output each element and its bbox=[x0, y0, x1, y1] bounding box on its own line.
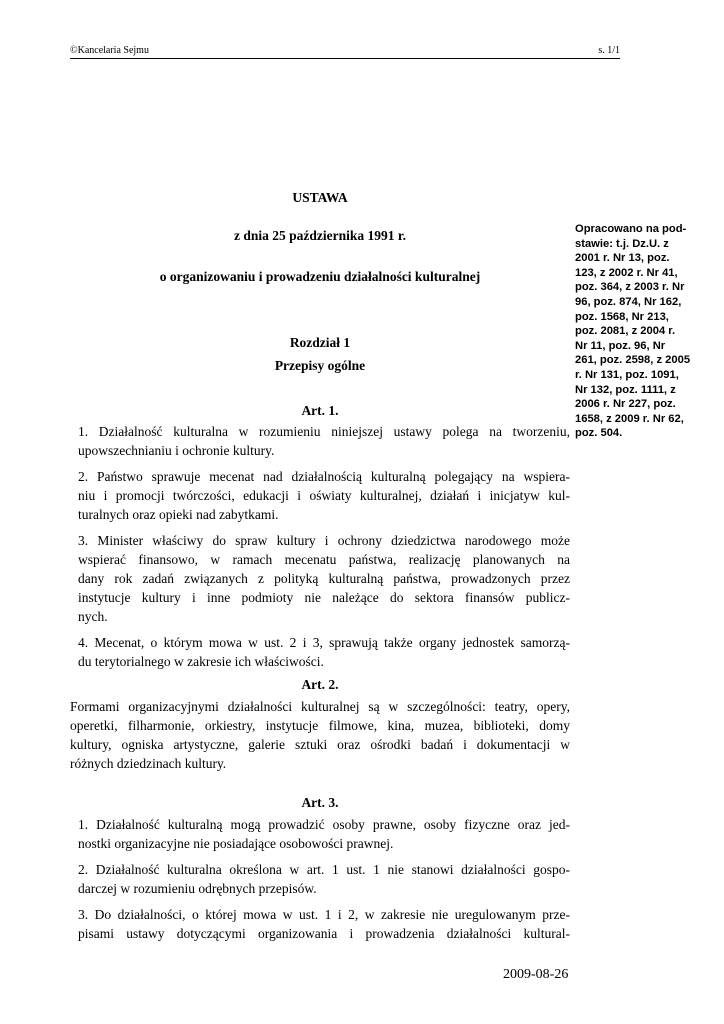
article-1-heading: Art. 1. bbox=[301, 403, 339, 418]
source-note-line: 123, z 2002 r. Nr 41, bbox=[575, 266, 678, 279]
source-note-line: Opracowano na pod- bbox=[575, 223, 687, 235]
page-header bbox=[70, 46, 620, 59]
article-3-heading: Art. 3. bbox=[301, 795, 339, 810]
source-note-line: 2006 r. Nr 227, poz. bbox=[575, 398, 676, 411]
article-1-paragraph-4: 4. Mecenat, o którym mowa w ust. 2 i 3, sprawują także organy jednostek samorzą- du terytorialnego w zakresie ich właściwości. bbox=[78, 635, 570, 669]
header-source: ©Kancelaria Sejmu bbox=[70, 45, 149, 56]
document-title: USTAWA bbox=[292, 190, 348, 205]
source-note-line: 1658, z 2009 r. Nr 62, bbox=[575, 412, 684, 425]
article-1-paragraph-3: 3. Minister właściwy do spraw kultury i ochrony dziedzictwa narodowego może wspierać finansowo, w ramach mecenatu państwa, realizację planowanych na dany rok zadań związanych z polityką kulturalną państwa, prowadzonych przez instytucje kultury i inne podmioty nie należące do sektora finansów publicz- nych. bbox=[78, 533, 570, 624]
page-number: s. 1/1 bbox=[598, 45, 620, 56]
article-2-heading: Art. 2. bbox=[301, 677, 339, 692]
chapter-name: Przepisy ogólne bbox=[274, 358, 366, 373]
document-subject: o organizowaniu i prowadzeniu działalności kulturalnej bbox=[159, 269, 481, 284]
source-note-line: r. Nr 131, poz. 1091, bbox=[575, 368, 679, 381]
article-3-body bbox=[70, 815, 570, 943]
chapter-number: Rozdział 1 bbox=[289, 335, 351, 350]
source-note-line: 261, poz. 2598, z 2005 bbox=[575, 354, 691, 367]
source-note-line: stawie: t.j. Dz.U. z bbox=[575, 237, 669, 250]
article-3-paragraph-2: 2. Działalność kulturalna określona w art. 1 ust. 1 nie stanowi działalności gospo- darczej w rozumieniu odrębnych przepisów. bbox=[78, 862, 570, 896]
article-3-paragraph-3: 3. Do działalności, o której mowa w ust. 1 i 2, w zakresie nie uregulowanym prze- pisami ustawy dotyczącymi organizowania i prowadzenia działalności kultural- bbox=[78, 907, 570, 941]
source-note bbox=[575, 222, 693, 441]
source-note-line: 96, poz. 874, Nr 162, bbox=[575, 295, 682, 308]
article-1-paragraph-2: 2. Państwo sprawuje mecenat nad działalnością kulturalną polegający na wspiera- niu i promocji twórczości, edukacji i oświaty kulturalnej, działań i inicjatyw kul- turalnych oraz opieki nad zabytkami. bbox=[78, 469, 570, 522]
source-note-line: 2001 r. Nr 13, poz. bbox=[575, 252, 670, 265]
article-1-body bbox=[70, 422, 570, 671]
source-note-line: Nr 11, poz. 96, Nr bbox=[575, 339, 666, 352]
document-date: z dnia 25 października 1991 r. bbox=[233, 228, 406, 243]
source-note-line: poz. 364, z 2003 r. Nr bbox=[575, 281, 685, 294]
source-note-line: Nr 132, poz. 1111, z bbox=[575, 383, 676, 396]
article-1-paragraph-1: 1. Działalność kulturalna w rozumieniu niniejszej ustawy polega na tworzeniu, upowszechnianiu i ochronie kultury. bbox=[78, 424, 570, 458]
source-note-line: poz. 2081, z 2004 r. bbox=[575, 325, 676, 338]
footer-date: 2009-08-26 bbox=[503, 967, 569, 982]
source-note-line: poz. 504. bbox=[575, 427, 623, 440]
article-2-body: Formami organizacyjnymi działalności kulturalnej są w szczególności: teatry, opery, operetki, filharmonie, orkiestry, instytucje filmowe, kina, muzea, biblioteki, domy kultury, ogniska artystyczne, galerie sztuki oraz ośrodki badań i dokumentacji w różnych dziedzinach kultury. bbox=[70, 699, 570, 771]
article-3-paragraph-1: 1. Działalność kulturalną mogą prowadzić osoby prawne, osoby fizyczne oraz jed- nostki organizacyjne nie posiadające osobowości prawnej. bbox=[78, 817, 570, 851]
source-note-line: poz. 1568, Nr 213, bbox=[575, 310, 669, 323]
